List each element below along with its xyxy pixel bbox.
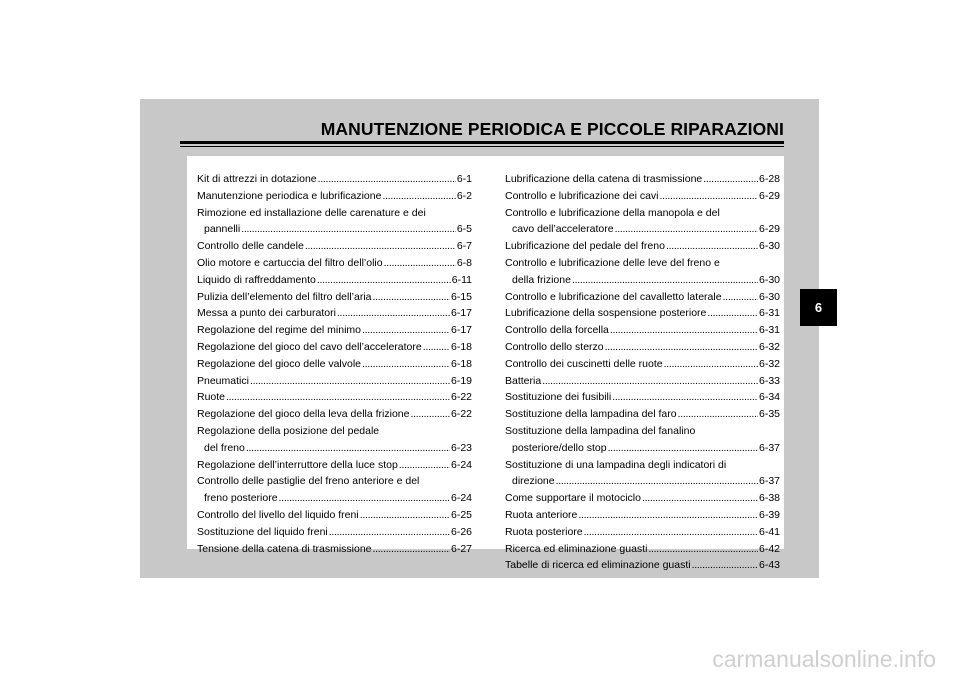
dot-leader — [664, 356, 758, 373]
dot-leader — [329, 524, 450, 541]
toc-entry-title: Controllo e lubrificazione delle leve del freno e — [505, 256, 720, 269]
toc-entry-title: Messa a punto dei carburatori — [197, 307, 336, 320]
dot-leader — [373, 289, 450, 306]
toc-entry-page: 6-22 — [450, 408, 472, 421]
toc-entry-title: Regolazione del gioco delle valvole — [197, 357, 362, 370]
toc-entry[interactable] — [505, 490, 780, 507]
toc-entry[interactable] — [197, 188, 472, 205]
toc-entry[interactable] — [505, 389, 780, 406]
toc-entry-title: Sostituzione dei fusibili — [505, 391, 612, 404]
toc-entry[interactable] — [197, 238, 472, 255]
dot-leader — [608, 440, 758, 457]
toc-entry-page: 6-24 — [450, 458, 472, 471]
toc-entry-title: Regolazione dell’interruttore della luce stop — [197, 458, 398, 471]
dot-leader — [241, 221, 456, 238]
toc-entry[interactable] — [197, 524, 472, 541]
toc-entry-title: Regolazione della posizione del pedale — [197, 424, 380, 437]
toc-entry-title: Lubrificazione della sospensione posteriore — [505, 307, 707, 320]
toc-entry-title: Controllo e lubrificazione della manopola e del — [505, 206, 720, 219]
toc-entry[interactable] — [197, 457, 472, 474]
toc-entry-title: Manutenzione periodica e lubrificazione — [197, 189, 382, 202]
toc-entry-page: 6-32 — [758, 340, 780, 353]
dot-leader — [678, 406, 758, 423]
title-rule-thick — [180, 141, 784, 144]
toc-entry-title: Kit di attrezzi in dotazione — [197, 173, 317, 185]
toc-entry-title: Controllo delle candele — [197, 240, 304, 253]
toc-entry-page: 6-17 — [450, 307, 472, 320]
toc-entry-page: 6-25 — [450, 508, 472, 521]
toc-entry[interactable] — [505, 373, 780, 390]
toc-entry-title: Ricerca ed eliminazione guasti — [505, 542, 648, 555]
dot-leader — [399, 457, 450, 474]
dot-leader — [707, 305, 758, 322]
toc-entry-title: Come supportare il motociclo — [505, 492, 641, 505]
toc-entry-page: 6-34 — [758, 391, 780, 404]
toc-entry-title: della frizione — [512, 273, 571, 286]
toc-entry[interactable] — [197, 289, 472, 306]
toc-entry-title: Batteria — [505, 374, 542, 387]
toc-entry-title: Controllo e lubrificazione dei cavi — [505, 189, 659, 202]
toc-entry-title: Regolazione del gioco della leva della frizione — [197, 408, 410, 421]
toc-entry-page: 6-38 — [758, 492, 780, 505]
toc-entry[interactable] — [505, 557, 780, 574]
toc-entry-title: Regolazione del regime del minimo — [197, 324, 362, 337]
toc-entry[interactable] — [197, 389, 472, 406]
toc-column-right — [505, 171, 780, 574]
toc-entry-page: 6-26 — [450, 525, 472, 538]
toc-entry-page: 6-22 — [450, 391, 472, 404]
dot-leader — [305, 238, 456, 255]
toc-entry-title: Controllo della forcella — [505, 324, 609, 337]
toc-entry-page: 6-35 — [758, 408, 780, 421]
toc-entry[interactable] — [197, 423, 472, 457]
dot-leader — [246, 440, 450, 457]
toc-entry-page: 6-28 — [758, 173, 780, 185]
dot-leader — [660, 188, 758, 205]
toc-entry-page: 6-5 — [456, 223, 472, 236]
toc-entry-page: 6-8 — [456, 256, 472, 269]
toc-entry-title: Pneumatici — [197, 374, 249, 387]
toc-entry[interactable] — [197, 541, 472, 558]
toc-entry-page: 6-30 — [758, 240, 780, 253]
dot-leader — [612, 389, 758, 406]
dot-leader — [666, 238, 758, 255]
dot-leader — [703, 171, 758, 188]
toc-entry[interactable] — [197, 406, 472, 423]
toc-entry-title: Controllo del livello del liquido freni — [197, 508, 359, 521]
toc-entry[interactable] — [197, 373, 472, 390]
toc-entry[interactable] — [505, 507, 780, 524]
toc-column-left — [197, 171, 472, 557]
toc-entry-page: 6-33 — [758, 374, 780, 387]
toc-entry[interactable] — [505, 188, 780, 205]
toc-entry[interactable] — [505, 457, 780, 491]
dot-leader — [373, 541, 450, 558]
toc-panel — [187, 156, 784, 572]
toc-entry-title: Pulizia dell’elemento del filtro dell’aria — [197, 290, 372, 303]
toc-entry-page: 6-7 — [456, 240, 472, 253]
toc-entry-title: Rimozione ed installazione delle carenature e dei — [197, 206, 426, 219]
toc-entry-title: Sostituzione della lampadina del faro — [505, 408, 677, 421]
manual-page — [140, 99, 819, 578]
toc-entry[interactable] — [505, 205, 780, 239]
toc-entry-page: 6-41 — [758, 525, 780, 538]
toc-entry-title: Controllo dei cuscinetti delle ruote — [505, 357, 663, 370]
toc-entry-title: Tensione della catena di trasmissione — [197, 542, 372, 555]
dot-leader — [648, 541, 758, 558]
dot-leader — [337, 305, 450, 322]
title-rule-thin — [180, 146, 784, 147]
toc-entry[interactable] — [197, 322, 472, 339]
toc-entry[interactable] — [505, 423, 780, 457]
toc-entry[interactable] — [505, 541, 780, 558]
toc-entry-title: Lubrificazione della catena di trasmissione — [505, 173, 703, 185]
dot-leader — [610, 322, 758, 339]
dot-leader — [572, 272, 758, 289]
toc-entry-title: Olio motore e cartuccia del filtro dell’olio — [197, 256, 383, 269]
toc-entry-page: 6-39 — [758, 508, 780, 521]
toc-entry-page: 6-37 — [758, 441, 780, 454]
dot-leader — [605, 339, 758, 356]
toc-entry-title: Ruota posteriore — [505, 525, 583, 538]
toc-entry-title: Sostituzione del liquido freni — [197, 525, 328, 538]
dot-leader — [692, 557, 758, 574]
dot-leader — [250, 373, 450, 390]
toc-entry[interactable] — [505, 289, 780, 306]
toc-entry-page: 6-37 — [758, 475, 780, 488]
toc-entry-page: 6-42 — [758, 542, 780, 555]
toc-entry[interactable] — [505, 356, 780, 373]
dot-leader — [723, 289, 758, 306]
toc-entry-title: cavo dell’acceleratore — [512, 223, 614, 236]
dot-leader — [362, 356, 450, 373]
toc-entry-title: Controllo e lubrificazione del cavalletto laterale — [505, 290, 722, 303]
toc-entry-title: pannelli — [204, 223, 241, 236]
toc-entry-title: Regolazione del gioco del cavo dell’acceleratore — [197, 340, 422, 353]
toc-entry[interactable] — [505, 524, 780, 541]
toc-entry-page: 6-1 — [456, 173, 472, 185]
toc-entry[interactable] — [505, 322, 780, 339]
dot-leader — [384, 255, 456, 272]
dot-leader — [279, 490, 450, 507]
toc-entry-title: Sostituzione della lampadina del fanalino — [505, 424, 696, 437]
toc-entry-title: Liquido di raffreddamento — [197, 273, 316, 286]
toc-entry[interactable] — [197, 339, 472, 356]
dot-leader — [556, 473, 758, 490]
toc-entry-page: 6-43 — [758, 559, 780, 572]
toc-entry-page: 6-2 — [456, 189, 472, 202]
dot-leader — [642, 490, 758, 507]
dot-leader — [382, 188, 455, 205]
watermark: carmanualsonline.info — [712, 646, 936, 672]
toc-entry[interactable] — [197, 473, 472, 507]
toc-entry[interactable] — [197, 171, 472, 188]
toc-entry[interactable] — [505, 238, 780, 255]
toc-entry-page: 6-31 — [758, 307, 780, 320]
dot-leader — [410, 406, 450, 423]
toc-entry-title: Ruote — [197, 391, 226, 404]
toc-entry[interactable] — [197, 255, 472, 272]
toc-entry-title: Ruota anteriore — [505, 508, 578, 521]
dot-leader — [578, 507, 758, 524]
toc-entry-page: 6-18 — [450, 340, 472, 353]
toc-entry-title: direzione — [512, 475, 555, 488]
toc-entry[interactable] — [197, 305, 472, 322]
toc-entry[interactable] — [197, 272, 472, 289]
toc-entry[interactable] — [505, 255, 780, 289]
toc-entry[interactable] — [505, 406, 780, 423]
toc-entry[interactable] — [197, 507, 472, 524]
dot-leader — [360, 507, 450, 524]
toc-entry-page: 6-32 — [758, 357, 780, 370]
toc-entry-title: freno posteriore — [204, 492, 278, 505]
toc-entry-page: 6-19 — [450, 374, 472, 387]
chapter-title: MANUTENZIONE PERIODICA E PICCOLE RIPARAZIONI — [320, 119, 784, 139]
toc-entry-page: 6-15 — [450, 290, 472, 303]
dot-leader — [584, 524, 758, 541]
dot-leader — [615, 221, 758, 238]
toc-entry-page: 6-17 — [450, 324, 472, 337]
toc-entry-title: Lubrificazione del pedale del freno — [505, 240, 665, 253]
dot-leader — [318, 171, 456, 188]
toc-entry-title: Tabelle di ricerca ed eliminazione guasti — [505, 559, 691, 572]
toc-entry-page: 6-30 — [758, 290, 780, 303]
dot-leader — [226, 389, 450, 406]
toc-entry-page: 6-30 — [758, 273, 780, 286]
toc-entry-page: 6-23 — [450, 441, 472, 454]
toc-entry-title: Controllo dello sterzo — [505, 340, 604, 353]
toc-entry[interactable] — [505, 171, 780, 188]
toc-entry-title: Sostituzione di una lampadina degli indicatori di — [505, 458, 727, 471]
toc-entry-title: posteriore/dello stop — [512, 441, 607, 454]
toc-entry-page: 6-24 — [450, 492, 472, 505]
dot-leader — [423, 339, 450, 356]
toc-entry[interactable] — [505, 339, 780, 356]
toc-entry-page: 6-11 — [451, 273, 472, 286]
toc-entry-page: 6-29 — [758, 223, 780, 236]
dot-leader — [317, 272, 451, 289]
toc-entry-title: del freno — [204, 441, 245, 454]
toc-entry-page: 6-29 — [758, 189, 780, 202]
toc-entry[interactable] — [197, 356, 472, 373]
toc-entry-title: Controllo delle pastiglie del freno anteriore e del — [197, 475, 420, 488]
chapter-tab[interactable]: 6 — [800, 289, 837, 326]
toc-entry-page: 6-18 — [450, 357, 472, 370]
toc-entry[interactable] — [505, 305, 780, 322]
toc-entry-page: 6-31 — [758, 324, 780, 337]
toc-entry-page: 6-27 — [450, 542, 472, 555]
toc-entry[interactable] — [197, 205, 472, 239]
dot-leader — [542, 373, 758, 390]
dot-leader — [362, 322, 450, 339]
